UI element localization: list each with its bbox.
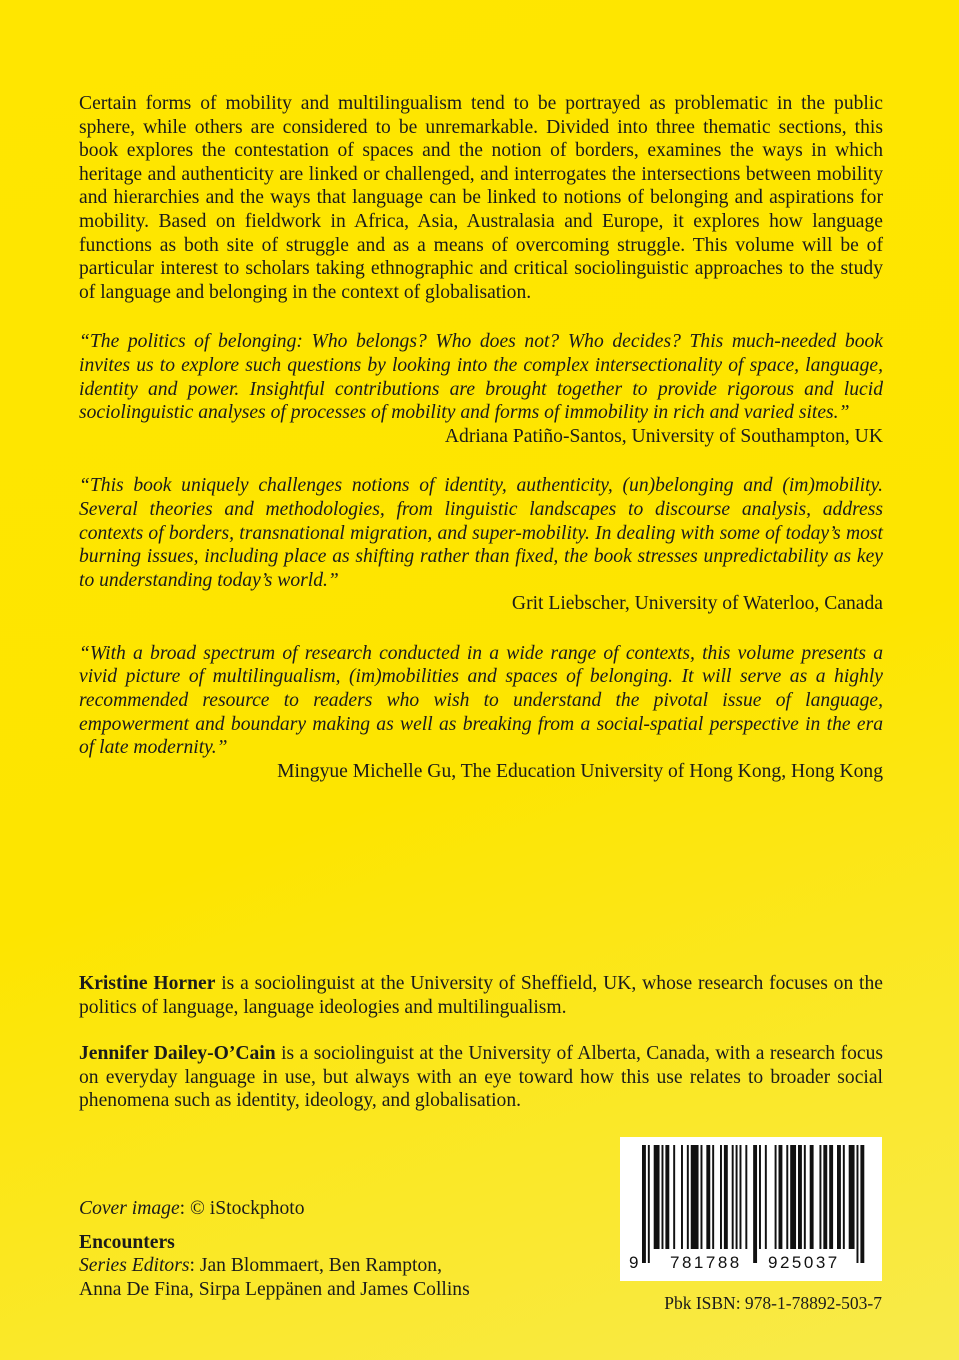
credits [79, 1197, 599, 1301]
series-title: Encounters [79, 1231, 175, 1253]
endorsement-1 [79, 330, 883, 448]
endorsement-text: “This book uniquely challenges notions of identity, authenticity, (un)belonging and (im)mobility. Several theories and methodologies, from linguistic landscapes to discourse analysis, address contexts of borders, transnational migration, and super-mobility. In dealing with some of today’s most burning issues, including place as shifting rather than fixed, the book stresses unpredictability as key to understanding today’s world.” [79, 475, 883, 591]
isbn: Pbk ISBN: 978-1-78892-503-7 [664, 1293, 882, 1313]
endorsement-attribution: Grit Liebscher, University of Waterloo, Canada [511, 593, 883, 615]
bio-name: Kristine Horner [79, 973, 216, 994]
book-description: Certain forms of mobility and multilingualism tend to be portrayed as problematic in the public sphere, while others are considered to be unremarkable. Divided into three thematic sections, this book explores the contestation of spaces and the notion of borders, examines the ways in which heritage and authenticity are linked or challenged, and interrogates the intersections between mobility and hierarchies and the ways that language can be linked to notions of belonging and aspirations for mobility. Based on fieldwork in Africa, Asia, Australasia and Europe, it explores how language functions as both site of struggle and as a means of overcoming struggle. This volume will be of particular interest to scholars taking ethnographic and critical sociolinguistic approaches to the study of language and belonging in the context of globalisation. [79, 93, 883, 303]
series-editors-line1: : Jan Blommaert, Ben Rampton, [189, 1255, 442, 1277]
barcode-digit-first: 9 [629, 1253, 641, 1272]
cover-image-label: Cover image [79, 1198, 180, 1219]
series-editors [79, 1254, 599, 1278]
endorsement-3 [79, 642, 883, 784]
endorsement-text: “The politics of belonging: Who belongs? Who does not? Who decides? This much-needed book invites us to explore such questions by looking into the complex intersectionality of space, language, identity and power. Insightful contributions are brought together to provide rigorous and lucid sociolinguistic analyses of processes of mobility and forms of immobility in rich and varied sites.” [79, 331, 883, 424]
cover-image-value: : © iStockphoto [179, 1198, 305, 1219]
barcode-digit-group2: 925037 [768, 1253, 840, 1272]
bio-text: is a sociolinguist at the University of Sheffield, UK, whose research focuses on the politics of language, language ideologies and multilingualism. [79, 973, 883, 1018]
endorsement-attribution: Adriana Patiño-Santos, University of Southampton, UK [444, 425, 883, 447]
series-editors-line2: Anna De Fina, Sirpa Leppänen and James Collins [79, 1278, 470, 1300]
endorsement-2 [79, 474, 883, 616]
bio-text: is a sociolinguist at the University of Alberta, Canada, with a research focus on everyday language in use, but always with an eye toward how this use relates to broader social phenomena such as identity, ideology, and globalisation. [79, 1043, 883, 1112]
barcode-digit-group1: 781788 [670, 1253, 742, 1272]
barcode [620, 1137, 882, 1281]
endorsement-attribution: Mingyue Michelle Gu, The Education University of Hong Kong, Hong Kong [277, 760, 883, 782]
endorsement-text: “With a broad spectrum of research conducted in a wide range of contexts, this volume presents a vivid picture of multilingualism, (im)mobilities and spaces of belonging. It will serve as a highly recommended resource to readers who wish to understand the pivotal issue of language, empowerment and boundary making as well as breaking from a social-spatial perspective in the era of late modernity.” [79, 642, 883, 759]
bio-name: Jennifer Dailey-O’Cain [79, 1043, 276, 1065]
barcode-digits [620, 1253, 882, 1277]
series-editors-label: Series Editors [79, 1255, 190, 1277]
bio-jennifer-dailey-ocain [79, 1042, 883, 1113]
back-cover-content [79, 92, 883, 783]
editor-bios [79, 972, 883, 1136]
bio-kristine-horner [79, 972, 883, 1019]
cover-image-credit [79, 1197, 599, 1221]
